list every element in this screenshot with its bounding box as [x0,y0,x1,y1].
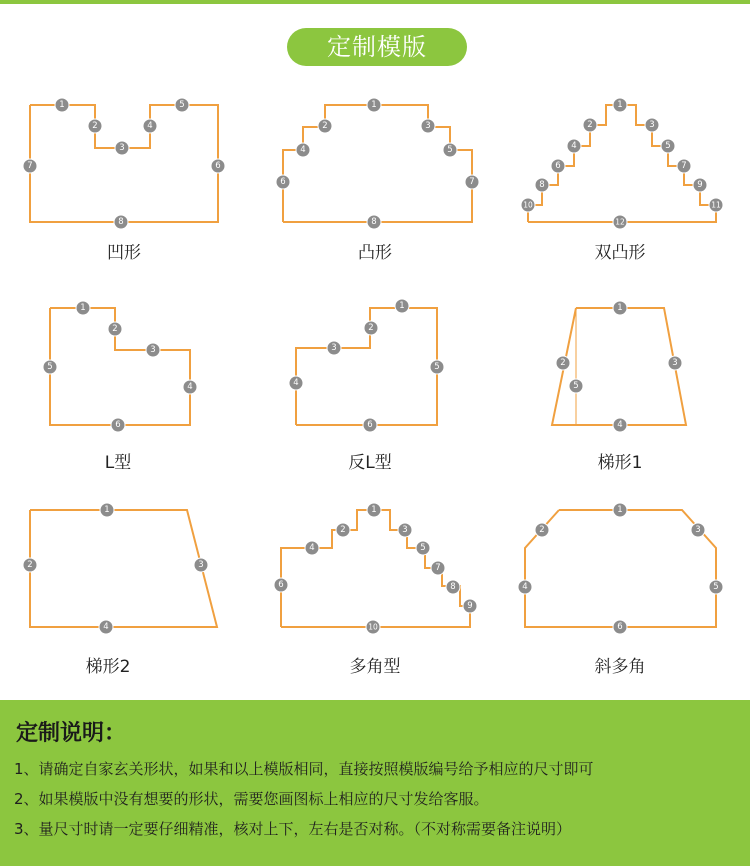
svg-text:6: 6 [115,420,121,430]
shape-label-reverse-l: 反L型 [348,453,392,473]
shape-outline-trapezoid-1 [552,308,686,425]
svg-text:6: 6 [617,622,623,632]
svg-text:4: 4 [571,141,577,151]
svg-text:2: 2 [340,525,346,535]
svg-text:8: 8 [118,217,124,227]
svg-text:2: 2 [112,324,118,334]
svg-text:8: 8 [371,217,377,227]
shape-label-bevel-polygon: 斜多角 [594,657,646,677]
svg-text:5: 5 [179,100,185,110]
svg-text:1: 1 [104,505,110,515]
svg-text:5: 5 [447,145,453,155]
svg-text:9: 9 [697,180,703,190]
svg-text:4: 4 [187,382,193,392]
svg-text:5: 5 [573,381,579,391]
svg-text:9: 9 [467,601,473,611]
svg-text:3: 3 [402,525,408,535]
instruction-line: 2、如果模版中没有想要的形状，需要您画图标上相应的尺寸发给客服。 [14,790,489,808]
svg-text:6: 6 [555,161,561,171]
shape-outline-convex [283,105,475,222]
svg-text:5: 5 [420,543,426,553]
svg-text:4: 4 [293,378,299,388]
svg-text:6: 6 [215,161,221,171]
svg-text:6: 6 [278,580,284,590]
shape-label-concave: 凹形 [107,243,141,263]
svg-text:7: 7 [469,177,475,187]
instruction-line: 1、请确定自家玄关形状，如果和以上模版相同，直接按照模版编号给予相应的尺寸即可 [14,760,594,778]
svg-text:10: 10 [523,200,533,210]
svg-text:5: 5 [713,582,719,592]
page-title: 定制模版 [287,28,467,66]
instruction-line: 3、量尺寸时请一定要仔细精准，核对上下，左右是否对称。（不对称需要备注说明） [14,820,572,838]
svg-text:3: 3 [119,143,125,153]
shape-label-multi-angle: 多角型 [349,657,401,677]
svg-text:5: 5 [47,362,53,372]
svg-text:1: 1 [371,505,377,515]
svg-text:2: 2 [560,358,566,368]
svg-text:8: 8 [450,582,456,592]
instructions-title: 定制说明： [16,721,127,746]
svg-text:8: 8 [539,180,545,190]
svg-text:12: 12 [615,217,625,227]
svg-text:1: 1 [80,303,86,313]
shape-label-double-convex: 双凸形 [594,243,646,263]
svg-text:3: 3 [649,120,655,130]
svg-text:1: 1 [399,301,405,311]
svg-text:6: 6 [367,420,373,430]
svg-text:4: 4 [617,420,623,430]
svg-text:1: 1 [617,505,623,515]
svg-text:2: 2 [368,323,374,333]
svg-text:3: 3 [425,121,431,131]
svg-text:11: 11 [711,200,721,210]
shape-outline-concave [30,105,221,222]
svg-text:1: 1 [59,100,65,110]
svg-text:10: 10 [368,622,378,632]
shape-label-convex: 凸形 [358,243,392,263]
instructions-panel [0,700,750,866]
svg-text:4: 4 [103,622,109,632]
svg-text:1: 1 [371,100,377,110]
svg-text:4: 4 [300,145,306,155]
shape-label-trapezoid-2: 梯形2 [85,657,131,677]
svg-text:3: 3 [331,343,337,353]
svg-text:2: 2 [587,120,593,130]
svg-text:2: 2 [322,121,328,131]
svg-text:3: 3 [695,525,701,535]
shape-outline-trapezoid-2 [30,510,217,627]
svg-text:6: 6 [280,177,286,187]
svg-text:5: 5 [434,362,440,372]
svg-text:1: 1 [617,100,623,110]
svg-text:1: 1 [617,303,623,313]
svg-text:2: 2 [92,121,98,131]
svg-text:4: 4 [309,543,315,553]
svg-text:3: 3 [150,345,156,355]
shape-outline-bevel-polygon [525,510,719,627]
svg-text:3: 3 [672,358,678,368]
svg-text:2: 2 [27,560,33,570]
svg-text:5: 5 [665,141,671,151]
svg-text:7: 7 [435,563,441,573]
svg-text:7: 7 [27,161,33,171]
svg-text:3: 3 [198,560,204,570]
svg-text:7: 7 [681,161,687,171]
svg-text:4: 4 [522,582,528,592]
svg-text:4: 4 [147,121,153,131]
shape-label-trapezoid-1: 梯形1 [597,453,643,473]
svg-text:2: 2 [539,525,545,535]
shape-label-l: L型 [104,453,132,473]
